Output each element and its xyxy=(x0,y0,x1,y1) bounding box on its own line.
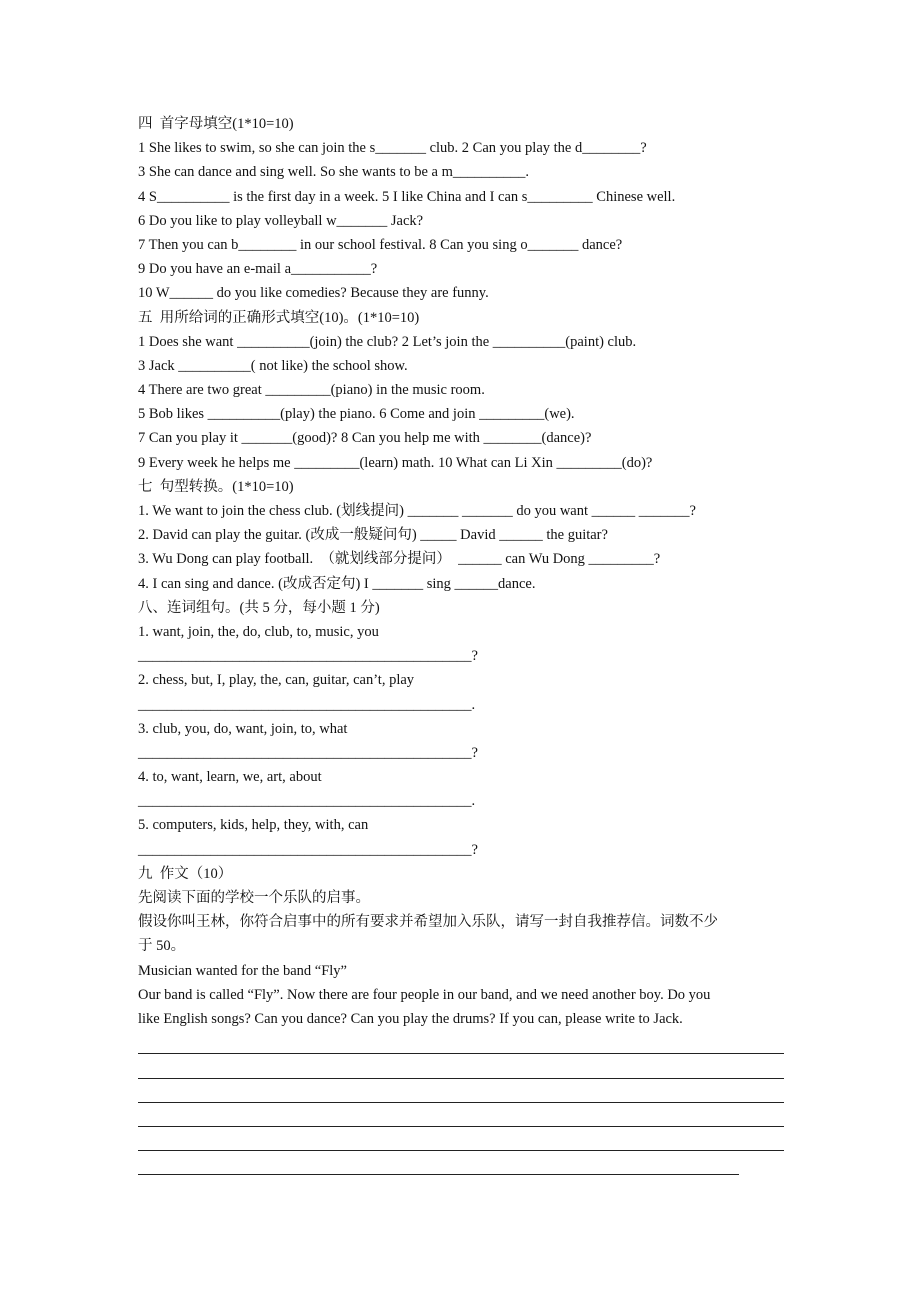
section-4-line: 7 Then you can b________ in our school festival. 8 Can you sing o_______ dance? xyxy=(138,236,623,253)
section-8-answer-line: ______________________________________________? xyxy=(138,744,478,761)
section-4-line: 1 She likes to swim, so she can join the s_______ club. 2 Can you play the d________? xyxy=(138,140,647,157)
section-8-answer-line: ______________________________________________? xyxy=(138,841,478,858)
section-4-line: 4 S__________ is the first day in a week. 5 I like China and I can s_________ Chinese well. xyxy=(138,188,676,205)
composition-task: 假设你叫王林，你符合启事中的所有要求并希望加入乐队，请写一封自我推荐信。词数不少 xyxy=(138,914,718,931)
notice-body: like English songs? Can you dance? Can you play the drums? If you can, please write to Jack. xyxy=(138,1010,683,1027)
section-9-heading: 九 作文（10） xyxy=(138,865,233,882)
section-4-line: 9 Do you have an e-mail a___________? xyxy=(138,261,378,278)
section-7-line: 3. Wu Dong can play football. （就划线部分提问） ______ can Wu Dong _________? xyxy=(138,551,661,568)
section-7-line: 4. I can sing and dance. (改成否定句) I _______ sing ______dance. xyxy=(138,575,536,592)
composition-task: 于 50。 xyxy=(138,938,186,955)
section-4-line: 6 Do you like to play volleyball w_______ Jack? xyxy=(138,212,424,229)
writing-line[interactable] xyxy=(138,1132,784,1156)
section-8-prompt: 2. chess, but, I, play, the, can, guitar, can’t, play xyxy=(138,672,415,689)
section-7-line: 1. We want to join the chess club. (划线提问) _______ _______ do you want ______ _______? xyxy=(138,503,696,519)
section-8-prompt: 4. to, want, learn, we, art, about xyxy=(138,769,322,786)
section-8-answer-line: ______________________________________________. xyxy=(138,793,476,810)
notice-title: Musician wanted for the band “Fly” xyxy=(138,962,347,979)
section-5-line: 5 Bob likes __________(play) the piano. 6 Come and join _________(we). xyxy=(138,406,575,423)
section-4-line: 3 She can dance and sing well. So she wants to be a m__________. xyxy=(138,164,530,181)
writing-line[interactable] xyxy=(138,1108,784,1132)
section-7-heading: 七 句型转换。(1*10=10) xyxy=(138,478,294,495)
worksheet-page xyxy=(138,112,784,1180)
section-8-prompt: 5. computers, kids, help, they, with, can xyxy=(138,817,369,834)
writing-area[interactable] xyxy=(138,1035,784,1180)
notice-body: Our band is called “Fly”. Now there are four people in our band, and we need another boy. Do you xyxy=(138,986,711,1003)
section-8-heading: 八、连词组句。(共 5 分，每小题 1 分) xyxy=(138,599,380,616)
composition-intro: 先阅读下面的学校一个乐队的启事。 xyxy=(138,890,370,906)
writing-line[interactable] xyxy=(138,1035,784,1059)
section-5-line: 4 There are two great _________(piano) in the music room. xyxy=(138,382,485,399)
section-5-line: 7 Can you play it _______(good)? 8 Can you help me with ________(dance)? xyxy=(138,430,592,447)
writing-line[interactable] xyxy=(138,1084,784,1108)
section-8-prompt: 3. club, you, do, want, join, to, what xyxy=(138,720,348,737)
section-5-heading: 五 用所给词的正确形式填空(10)。(1*10=10) xyxy=(138,309,420,326)
writing-line[interactable] xyxy=(138,1059,784,1083)
section-4-heading: 四 首字母填空(1*10=10) xyxy=(138,116,294,132)
section-5-line: 1 Does she want __________(join) the club? 2 Let’s join the __________(paint) club. xyxy=(138,333,637,350)
section-8-answer-line: ______________________________________________? xyxy=(138,648,478,665)
section-4-line: 10 W______ do you like comedies? Because they are funny. xyxy=(138,285,489,302)
section-8-answer-line: ______________________________________________. xyxy=(138,696,476,713)
section-7-line: 2. David can play the guitar. (改成一般疑问句) _____ David ______ the guitar? xyxy=(138,527,608,544)
section-5-line: 3 Jack __________( not like) the school show. xyxy=(138,357,408,374)
section-8-prompt: 1. want, join, the, do, club, to, music, you xyxy=(138,623,379,640)
section-5-line: 9 Every week he helps me _________(learn) math. 10 What can Li Xin _________(do)? xyxy=(138,454,653,471)
writing-line[interactable] xyxy=(138,1156,784,1180)
